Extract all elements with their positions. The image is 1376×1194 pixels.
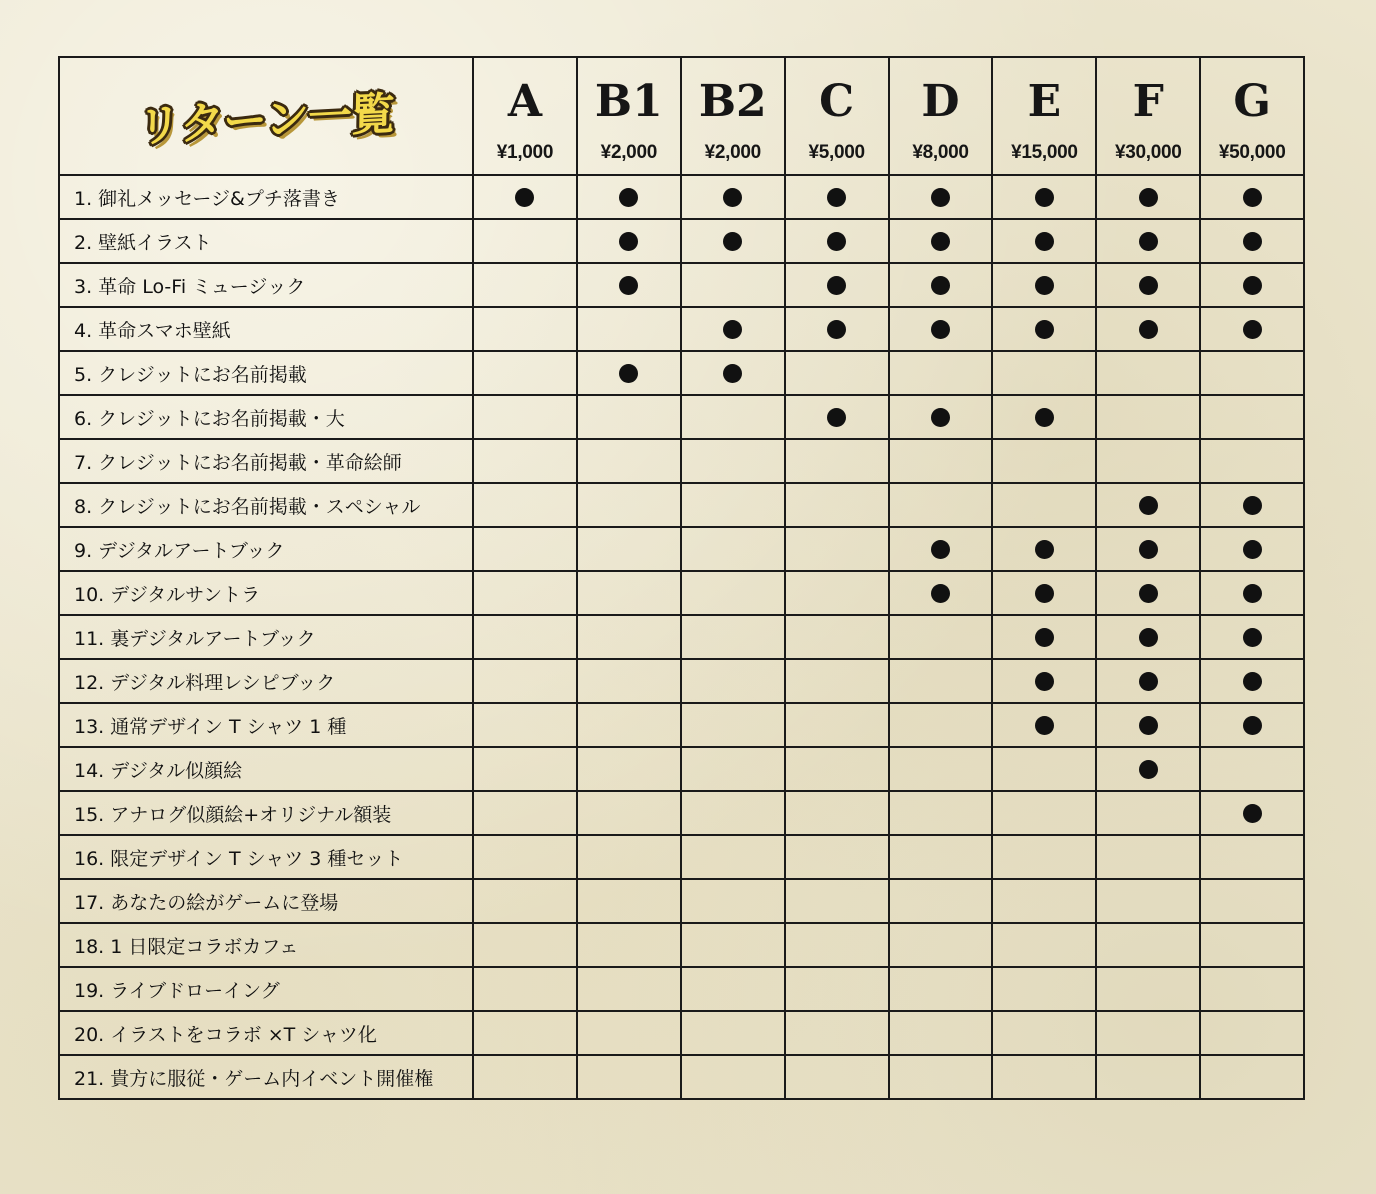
tier-cell-e <box>992 175 1096 219</box>
tier-cell-f <box>1096 967 1200 1011</box>
table-row <box>59 659 1304 703</box>
tier-cell-c <box>785 923 889 967</box>
included-dot-icon <box>931 540 950 559</box>
return-item-label: 20. イラストをコラボ ×T シャツ化 <box>59 1011 473 1055</box>
page-title: リターン一覧 <box>137 88 395 153</box>
table-row <box>59 263 1304 307</box>
tier-cell-b2 <box>681 747 785 791</box>
table-row <box>59 879 1304 923</box>
tier-cell-d <box>889 1011 993 1055</box>
tier-letter: F <box>1132 76 1164 127</box>
tier-cell-b2 <box>681 351 785 395</box>
return-item-label: 16. 限定デザイン T シャツ 3 種セット <box>59 835 473 879</box>
included-dot-icon <box>1243 540 1262 559</box>
tier-cell-g <box>1200 923 1304 967</box>
included-dot-icon <box>723 232 742 251</box>
tier-cell-c <box>785 395 889 439</box>
tier-price: ¥1,000 <box>496 142 554 163</box>
tier-letter: E <box>1027 76 1062 127</box>
tier-cell-e <box>992 747 1096 791</box>
included-dot-icon <box>931 584 950 603</box>
tier-cell-e <box>992 1011 1096 1055</box>
tier-cell-f <box>1096 175 1200 219</box>
tier-cell-b2 <box>681 571 785 615</box>
included-dot-icon <box>1243 804 1262 823</box>
tier-cell-b1 <box>577 307 681 351</box>
tier-cell-g <box>1200 307 1304 351</box>
tier-cell-d <box>889 483 993 527</box>
tier-cell-f <box>1096 395 1200 439</box>
tier-cell-b2 <box>681 439 785 483</box>
tier-cell-c <box>785 791 889 835</box>
included-dot-icon <box>619 364 638 383</box>
included-dot-icon <box>827 320 846 339</box>
included-dot-icon <box>1139 672 1158 691</box>
tier-letter: A <box>507 76 543 127</box>
included-dot-icon <box>1035 672 1054 691</box>
tier-cell-b1 <box>577 351 681 395</box>
table-header-row <box>59 57 1304 175</box>
tier-cell-g <box>1200 527 1304 571</box>
tier-cell-g <box>1200 175 1304 219</box>
tier-cell-f <box>1096 791 1200 835</box>
tier-cell-a <box>473 835 577 879</box>
tier-cell-d <box>889 747 993 791</box>
included-dot-icon <box>827 276 846 295</box>
return-item-label: 4. 革命スマホ壁紙 <box>59 307 473 351</box>
tier-cell-d <box>889 659 993 703</box>
return-item-label: 11. 裏デジタルアートブック <box>59 615 473 659</box>
included-dot-icon <box>1035 320 1054 339</box>
tier-price: ¥50,000 <box>1218 142 1286 163</box>
table-row <box>59 175 1304 219</box>
return-item-label: 5. クレジットにお名前掲載 <box>59 351 473 395</box>
tier-cell-e <box>992 659 1096 703</box>
included-dot-icon <box>1243 276 1262 295</box>
tier-cell-e <box>992 263 1096 307</box>
tier-price: ¥30,000 <box>1114 142 1182 163</box>
included-dot-icon <box>723 188 742 207</box>
tier-cell-f <box>1096 263 1200 307</box>
tier-cell-c <box>785 615 889 659</box>
tier-cell-c <box>785 659 889 703</box>
tier-cell-b2 <box>681 703 785 747</box>
included-dot-icon <box>619 232 638 251</box>
return-item-label: 21. 貴方に服従・ゲーム内イベント開催権 <box>59 1055 473 1099</box>
tier-cell-c <box>785 835 889 879</box>
tier-cell-d <box>889 835 993 879</box>
tier-header-c <box>785 57 889 175</box>
tier-cell-c <box>785 879 889 923</box>
tier-cell-f <box>1096 747 1200 791</box>
tier-cell-b1 <box>577 879 681 923</box>
table-row <box>59 1055 1304 1099</box>
tier-cell-f <box>1096 659 1200 703</box>
tier-cell-b2 <box>681 835 785 879</box>
included-dot-icon <box>931 232 950 251</box>
tier-cell-g <box>1200 439 1304 483</box>
included-dot-icon <box>1243 320 1262 339</box>
included-dot-icon <box>1035 628 1054 647</box>
table-row <box>59 791 1304 835</box>
tier-cell-e <box>992 879 1096 923</box>
tier-cell-d <box>889 439 993 483</box>
tier-cell-b1 <box>577 1011 681 1055</box>
table-row <box>59 747 1304 791</box>
included-dot-icon <box>515 188 534 207</box>
tier-cell-g <box>1200 703 1304 747</box>
tier-cell-d <box>889 263 993 307</box>
tier-cell-c <box>785 263 889 307</box>
tier-letter: C <box>819 76 855 127</box>
tier-cell-b1 <box>577 439 681 483</box>
tier-cell-a <box>473 571 577 615</box>
tier-cell-c <box>785 967 889 1011</box>
tier-cell-e <box>992 835 1096 879</box>
tier-cell-b1 <box>577 659 681 703</box>
tier-cell-b1 <box>577 703 681 747</box>
return-item-label: 14. デジタル似顔絵 <box>59 747 473 791</box>
tier-cell-a <box>473 659 577 703</box>
tier-cell-c <box>785 307 889 351</box>
tier-letter: B1 <box>594 76 663 127</box>
included-dot-icon <box>1139 276 1158 295</box>
tier-cell-e <box>992 791 1096 835</box>
tier-header-b2 <box>681 57 785 175</box>
tier-cell-a <box>473 219 577 263</box>
tier-cell-a <box>473 1011 577 1055</box>
tier-cell-a <box>473 351 577 395</box>
return-item-label: 3. 革命 Lo-Fi ミュージック <box>59 263 473 307</box>
table-row <box>59 615 1304 659</box>
tier-cell-d <box>889 615 993 659</box>
included-dot-icon <box>827 188 846 207</box>
tier-cell-a <box>473 1055 577 1099</box>
included-dot-icon <box>1243 232 1262 251</box>
return-item-label: 19. ライブドローイング <box>59 967 473 1011</box>
included-dot-icon <box>1139 584 1158 603</box>
return-item-label: 12. デジタル料理レシピブック <box>59 659 473 703</box>
tier-letter: D <box>921 76 960 127</box>
included-dot-icon <box>1035 716 1054 735</box>
return-item-label: 8. クレジットにお名前掲載・スペシャル <box>59 483 473 527</box>
tier-cell-b2 <box>681 923 785 967</box>
tier-cell-b2 <box>681 219 785 263</box>
table-row <box>59 835 1304 879</box>
included-dot-icon <box>1243 716 1262 735</box>
tier-cell-b1 <box>577 615 681 659</box>
tier-cell-b1 <box>577 571 681 615</box>
tier-cell-b2 <box>681 967 785 1011</box>
tier-cell-b1 <box>577 219 681 263</box>
included-dot-icon <box>1139 320 1158 339</box>
return-item-label: 6. クレジットにお名前掲載・大 <box>59 395 473 439</box>
tier-cell-f <box>1096 1011 1200 1055</box>
tier-cell-g <box>1200 483 1304 527</box>
tier-header-f <box>1096 57 1200 175</box>
tier-cell-e <box>992 967 1096 1011</box>
tier-letter: G <box>1233 76 1271 127</box>
included-dot-icon <box>931 188 950 207</box>
included-dot-icon <box>723 320 742 339</box>
tier-cell-d <box>889 351 993 395</box>
table-row <box>59 307 1304 351</box>
included-dot-icon <box>931 320 950 339</box>
tier-cell-b1 <box>577 923 681 967</box>
included-dot-icon <box>931 408 950 427</box>
tier-cell-b2 <box>681 263 785 307</box>
included-dot-icon <box>1139 232 1158 251</box>
return-item-label: 2. 壁紙イラスト <box>59 219 473 263</box>
included-dot-icon <box>1035 276 1054 295</box>
tier-cell-g <box>1200 615 1304 659</box>
tier-cell-d <box>889 1055 993 1099</box>
tier-cell-g <box>1200 879 1304 923</box>
tier-cell-f <box>1096 835 1200 879</box>
tier-cell-f <box>1096 923 1200 967</box>
tier-cell-b1 <box>577 1055 681 1099</box>
tier-cell-f <box>1096 571 1200 615</box>
tier-header-e <box>992 57 1096 175</box>
table-row <box>59 351 1304 395</box>
return-item-label: 17. あなたの絵がゲームに登場 <box>59 879 473 923</box>
tier-cell-d <box>889 703 993 747</box>
tier-cell-b2 <box>681 483 785 527</box>
table-row <box>59 923 1304 967</box>
tier-cell-e <box>992 483 1096 527</box>
table-row <box>59 483 1304 527</box>
tier-cell-d <box>889 571 993 615</box>
return-item-label: 1. 御礼メッセージ&プチ落書き <box>59 175 473 219</box>
tier-cell-g <box>1200 1055 1304 1099</box>
return-item-label: 10. デジタルサントラ <box>59 571 473 615</box>
tier-cell-f <box>1096 1055 1200 1099</box>
included-dot-icon <box>1243 188 1262 207</box>
tier-cell-b2 <box>681 307 785 351</box>
tier-cell-d <box>889 923 993 967</box>
tier-cell-e <box>992 1055 1096 1099</box>
returns-table <box>58 56 1305 1100</box>
tier-cell-a <box>473 175 577 219</box>
tier-cell-c <box>785 527 889 571</box>
included-dot-icon <box>1035 232 1054 251</box>
tier-cell-f <box>1096 527 1200 571</box>
return-item-label: 15. アナログ似顔絵+オリジナル額装 <box>59 791 473 835</box>
return-item-label: 18. 1 日限定コラボカフェ <box>59 923 473 967</box>
tier-cell-g <box>1200 835 1304 879</box>
tier-cell-g <box>1200 791 1304 835</box>
tier-cell-e <box>992 615 1096 659</box>
tier-cell-a <box>473 307 577 351</box>
tier-cell-d <box>889 527 993 571</box>
table-body <box>59 175 1304 1099</box>
return-item-label: 9. デジタルアートブック <box>59 527 473 571</box>
tier-cell-a <box>473 615 577 659</box>
tier-cell-g <box>1200 1011 1304 1055</box>
tier-price: ¥2,000 <box>704 142 761 163</box>
tier-cell-e <box>992 395 1096 439</box>
tier-cell-a <box>473 439 577 483</box>
tier-cell-e <box>992 527 1096 571</box>
included-dot-icon <box>619 188 638 207</box>
tier-header-d <box>889 57 993 175</box>
table-row <box>59 219 1304 263</box>
tier-cell-a <box>473 747 577 791</box>
tier-cell-a <box>473 263 577 307</box>
tier-price: ¥8,000 <box>912 142 969 163</box>
tier-cell-g <box>1200 219 1304 263</box>
return-item-label: 13. 通常デザイン T シャツ 1 種 <box>59 703 473 747</box>
tier-cell-e <box>992 307 1096 351</box>
tier-cell-b1 <box>577 175 681 219</box>
tier-cell-g <box>1200 263 1304 307</box>
included-dot-icon <box>1243 496 1262 515</box>
tier-cell-g <box>1200 571 1304 615</box>
included-dot-icon <box>1139 188 1158 207</box>
tier-cell-c <box>785 1011 889 1055</box>
tier-cell-c <box>785 219 889 263</box>
tier-cell-b1 <box>577 395 681 439</box>
included-dot-icon <box>827 408 846 427</box>
tier-cell-c <box>785 483 889 527</box>
tier-cell-b1 <box>577 263 681 307</box>
tier-header-b1 <box>577 57 681 175</box>
tier-cell-b2 <box>681 1011 785 1055</box>
tier-cell-a <box>473 483 577 527</box>
tier-cell-a <box>473 967 577 1011</box>
included-dot-icon <box>1035 408 1054 427</box>
table-row <box>59 527 1304 571</box>
tier-price: ¥2,000 <box>600 142 657 163</box>
tier-cell-g <box>1200 967 1304 1011</box>
tier-cell-b1 <box>577 483 681 527</box>
tier-cell-f <box>1096 615 1200 659</box>
tier-cell-a <box>473 527 577 571</box>
tier-price: ¥15,000 <box>1011 142 1078 163</box>
tier-cell-d <box>889 175 993 219</box>
table-row <box>59 571 1304 615</box>
tier-cell-f <box>1096 439 1200 483</box>
tier-cell-b1 <box>577 835 681 879</box>
title-cell <box>59 57 473 175</box>
included-dot-icon <box>1139 540 1158 559</box>
tier-cell-a <box>473 923 577 967</box>
tier-cell-e <box>992 923 1096 967</box>
tier-cell-a <box>473 879 577 923</box>
tier-cell-d <box>889 879 993 923</box>
tier-cell-a <box>473 703 577 747</box>
tier-cell-g <box>1200 395 1304 439</box>
table-row <box>59 439 1304 483</box>
tier-cell-b1 <box>577 791 681 835</box>
tier-cell-b2 <box>681 175 785 219</box>
included-dot-icon <box>827 232 846 251</box>
included-dot-icon <box>1243 584 1262 603</box>
tier-cell-c <box>785 351 889 395</box>
tier-cell-c <box>785 703 889 747</box>
tier-cell-c <box>785 747 889 791</box>
tier-price: ¥5,000 <box>808 142 865 163</box>
tier-cell-c <box>785 1055 889 1099</box>
tier-cell-d <box>889 791 993 835</box>
included-dot-icon <box>931 276 950 295</box>
tier-cell-e <box>992 571 1096 615</box>
tier-cell-a <box>473 395 577 439</box>
tier-cell-b2 <box>681 1055 785 1099</box>
tier-cell-c <box>785 175 889 219</box>
tier-cell-c <box>785 571 889 615</box>
included-dot-icon <box>1139 760 1158 779</box>
table-row <box>59 395 1304 439</box>
tier-cell-f <box>1096 351 1200 395</box>
included-dot-icon <box>1243 672 1262 691</box>
tier-cell-a <box>473 791 577 835</box>
tier-cell-g <box>1200 351 1304 395</box>
included-dot-icon <box>1139 628 1158 647</box>
tier-cell-b2 <box>681 879 785 923</box>
tier-cell-e <box>992 703 1096 747</box>
included-dot-icon <box>619 276 638 295</box>
included-dot-icon <box>1035 540 1054 559</box>
tier-cell-d <box>889 395 993 439</box>
tier-cell-c <box>785 439 889 483</box>
included-dot-icon <box>1035 584 1054 603</box>
tier-cell-e <box>992 219 1096 263</box>
included-dot-icon <box>723 364 742 383</box>
return-item-label: 7. クレジットにお名前掲載・革命絵師 <box>59 439 473 483</box>
tier-cell-b1 <box>577 747 681 791</box>
tier-cell-f <box>1096 879 1200 923</box>
tier-cell-f <box>1096 219 1200 263</box>
tier-header-a <box>473 57 577 175</box>
tier-cell-f <box>1096 307 1200 351</box>
tier-cell-g <box>1200 659 1304 703</box>
table-row <box>59 1011 1304 1055</box>
tier-cell-b2 <box>681 615 785 659</box>
table-row <box>59 703 1304 747</box>
tier-cell-b1 <box>577 527 681 571</box>
included-dot-icon <box>1139 496 1158 515</box>
tier-cell-b1 <box>577 967 681 1011</box>
tier-letter: B2 <box>698 76 767 127</box>
tier-cell-b2 <box>681 527 785 571</box>
tier-cell-d <box>889 219 993 263</box>
table-row <box>59 967 1304 1011</box>
tier-cell-f <box>1096 703 1200 747</box>
tier-cell-b2 <box>681 659 785 703</box>
included-dot-icon <box>1139 716 1158 735</box>
tier-cell-e <box>992 351 1096 395</box>
tier-cell-e <box>992 439 1096 483</box>
tier-header-g <box>1200 57 1304 175</box>
tier-cell-d <box>889 307 993 351</box>
tier-cell-g <box>1200 747 1304 791</box>
included-dot-icon <box>1243 628 1262 647</box>
tier-cell-b2 <box>681 791 785 835</box>
tier-cell-d <box>889 967 993 1011</box>
tier-cell-b2 <box>681 395 785 439</box>
tier-cell-f <box>1096 483 1200 527</box>
included-dot-icon <box>1035 188 1054 207</box>
